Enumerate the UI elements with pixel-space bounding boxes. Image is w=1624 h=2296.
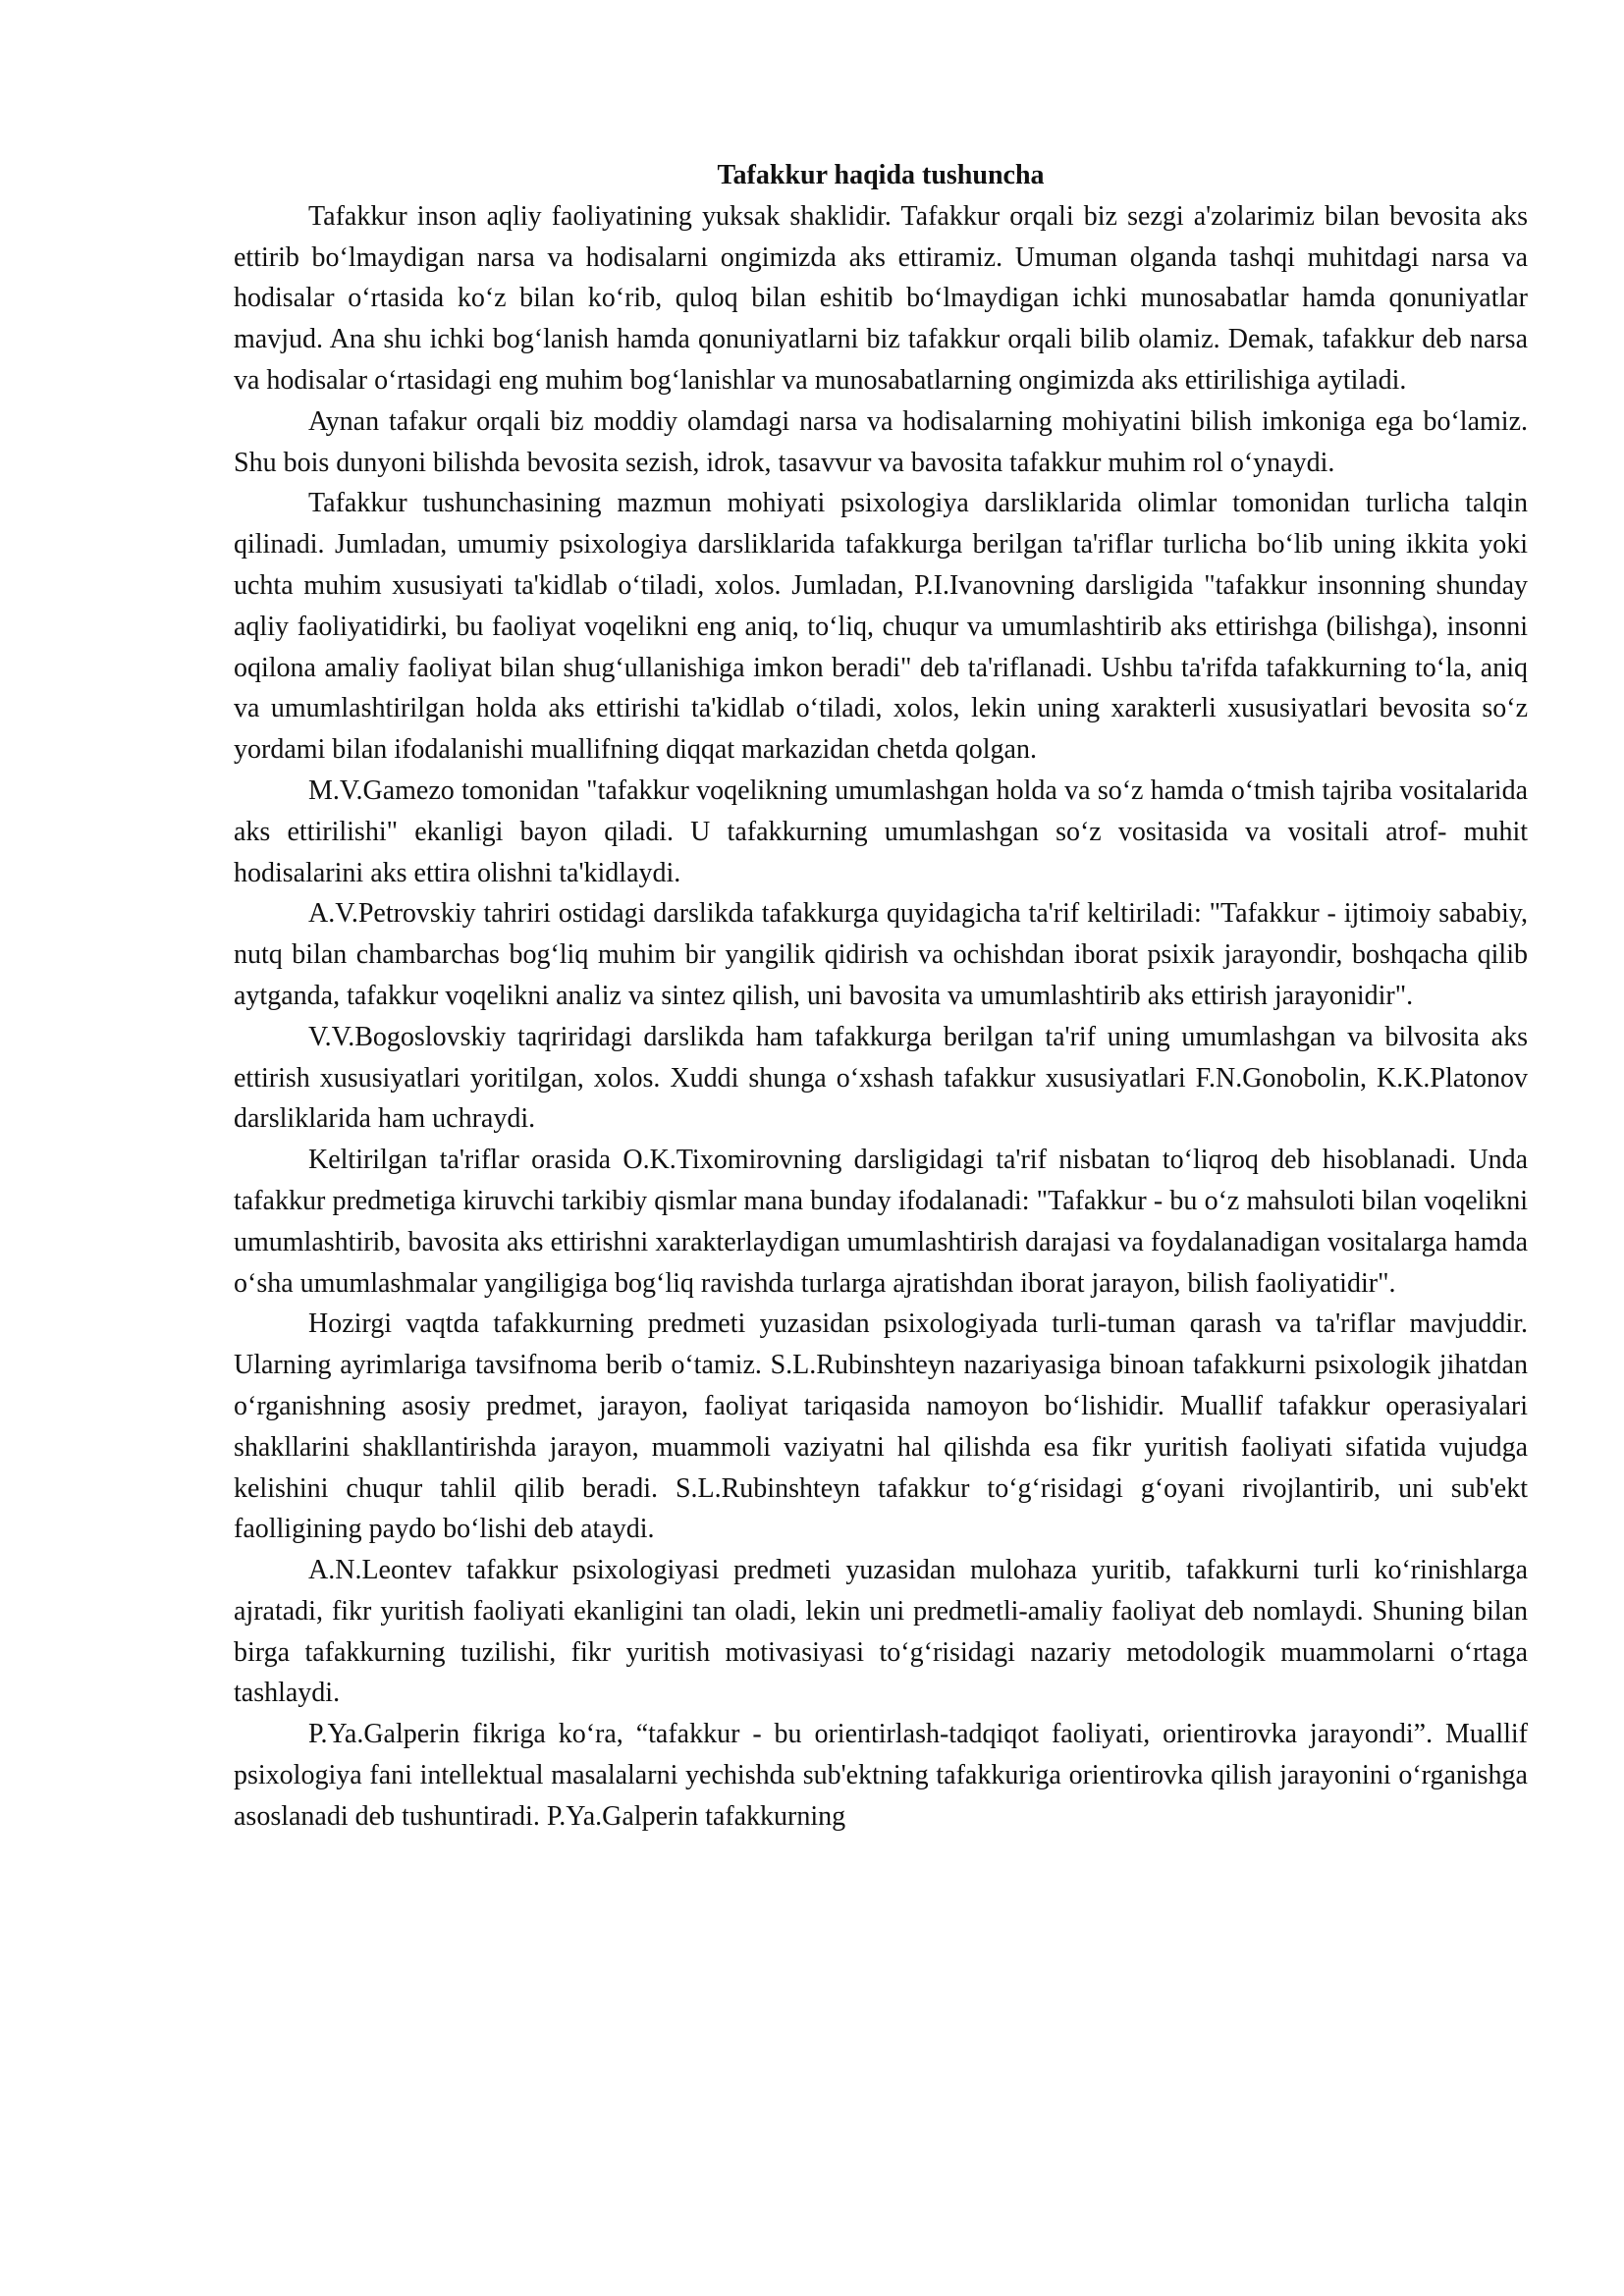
paragraph-7: Keltirilgan ta'riflar orasida O.K.Tixomirovning darsligidagi ta'rif nisbatan to‘liqroq deb hisoblanadi. Unda tafakkur predmetiga kiruvchi tarkibiy qismlar mana bunday ifodalanadi: "Tafakkur - bu o‘z mahsuloti bilan voqelikni umumlashtirib, bavosita aks ettirishni xarakterlaydigan umumlashtirish darajasi va foydalanadigan vositalarga hamda o‘sha umumlashmalar yangiligiga bog‘liq ravishda turlarga ajratishdan iborat jarayon, bilish faoliyatidir". [234,1145,1528,1299]
paragraph-9: A.N.Leontev tafakkur psixologiyasi predmeti yuzasidan mulohaza yuritib, tafakkurni turli ko‘rinishlarga ajratadi, fikr yuritish faoliyati ekanligini tan oladi, lekin uni predmetli-amaliy faoliyat deb nomlaydi. Shuning bilan birga tafakkurning tuzilishi, fikr yuritish motivasiyasi to‘g‘risidagi nazariy metodologik muammolarni o‘rtaga tashlaydi. [234,1555,1528,1709]
paragraph-6: V.V.Bogoslovskiy taqriridagi darslikda ham tafakkurga berilgan ta'rif uning umumlashgan va bilvosita aks ettirish xususiyatlari yoritilgan, xolos. Xuddi shunga o‘xshash tafakkur xususiyatlari F.N.Gonobolin, K.K.Platonov darsliklarida ham uchraydi. [234,1021,1528,1135]
document-title: Tafakkur haqida tushuncha [717,160,1045,190]
paragraph-2: Aynan tafakur orqali biz moddiy olamdagi narsa va hodisalarning mohiyatini bilish imkoniga ega bo‘lamiz. Shu bois dunyoni bilishda bevosita sezish, idrok, tasavvur va bavosita tafakkur muhim rol o‘ynaydi. [234,405,1528,478]
paragraph-1: Tafakkur inson aqliy faoliyatining yuksak shaklidir. Tafakkur orqali biz sezgi a'zolarimiz bilan bevosita aks ettirib bo‘lmaydigan narsa va hodisalarni ongimizda aks ettiramiz. Umuman olganda tashqi muhitdagi narsa va hodisalar o‘rtasida ko‘z bilan ko‘rib, quloq bilan eshitib bo‘lmaydigan ichki munosabatlar hamda qonuniyatlar mavjud. Ana shu ichki bog‘lanish hamda qonuniyatlarni biz tafakkur orqali bilib olamiz. Demak, tafakkur deb narsa va hodisalar o‘rtasidagi eng muhim bog‘lanishlar va munosabatlarning ongimizda aks ettirilishiga aytiladi. [234,200,1528,396]
paragraph-8: Hozirgi vaqtda tafakkurning predmeti yuzasidan psixologiyada turli-tuman qarash va ta'riflar mavjuddir. Ularning ayrimlariga tavsifnoma berib o‘tamiz. S.L.Rubinshteyn nazariyasiga binoan tafakkurni psixologik jihatdan o‘rganishning asosiy predmet, jarayon, faoliyat tariqasida namoyon bo‘lishidir. Muallif tafakkur operasiyalari shakllarini shakllantirishda jarayon, muammoli vaziyatni hal qilishda esa fikr yuritish faoliyati sifatida vujudga kelishini chuqur tahlil qilib beradi. S.L.Rubinshteyn tafakkur to‘g‘risidagi g‘oyani rivojlantirib, uni sub'ekt faolligining paydo bo‘lishi deb ataydi. [234,1308,1528,1545]
paragraph-3: Tafakkur tushunchasining mazmun mohiyati psixologiya darsliklarida olimlar tomonidan turlicha talqin qilinadi. Jumladan, umumiy psixologiya darsliklarida tafakkurga berilgan ta'riflar turlicha bo‘lib uning ikkita yoki uchta muhim xususiyati ta'kidlab o‘tiladi, xolos. Jumladan, P.I.Ivanovning darsligida "tafakkur insonning shunday aqliy faoliyatidirki, bu faoliyat voqelikni eng aniq, to‘liq, chuqur va umumlashtirib aks ettirishga (bilishga), insonni oqilona amaliy faoliyat bilan shug‘ullanishiga imkon beradi" deb ta'riflanadi. Ushbu ta'rifda tafakkurning to‘la, aniq va umumlashtirilgan holda aks ettirishi ta'kidlab o‘tiladi, xolos, lekin uning xarakterli xususiyatlari bevosita so‘z yordami bilan ifodalanishi muallifning diqqat markazidan chetda qolgan. [234,488,1528,766]
paragraph-4: M.V.Gamezo tomonidan "tafakkur voqelikning umumlashgan holda va so‘z hamda o‘tmish tajriba vositalarida aks ettirilishi" ekanligi bayon qiladi. U tafakkurning umumlashgan so‘z vositasida va vositali atrof- muhit hodisalarini aks ettira olishni ta'kidlaydi. [234,774,1528,888]
paragraph-10: P.Ya.Galperin fikriga ko‘ra, “tafakkur - bu orientirlash-tadqiqot faoliyati, orientirovka jarayondi”. Muallif psixologiya fani intellektual masalalarni yechishda sub'ektning tafakkuriga orientirovka qilish jarayonini o‘rganishga asoslanadi deb tushuntiradi. P.Ya.Galperin tafakkurning [234,1719,1528,1832]
document-body [234,155,1528,1838]
paragraph-5: A.V.Petrovskiy tahriri ostidagi darslikda tafakkurga quyidagicha ta'rif keltiriladi: "Tafakkur - ijtimoiy sababiy, nutq bilan chambarchas bog‘liq muhim bir yangilik qidirish va ochishdan iborat psixik jarayondir, boshqacha qilib aytganda, tafakkur voqelikni analiz va sintez qilish, uni bavosita va umumlashtirib aks ettirish jarayonidir". [234,898,1528,1011]
